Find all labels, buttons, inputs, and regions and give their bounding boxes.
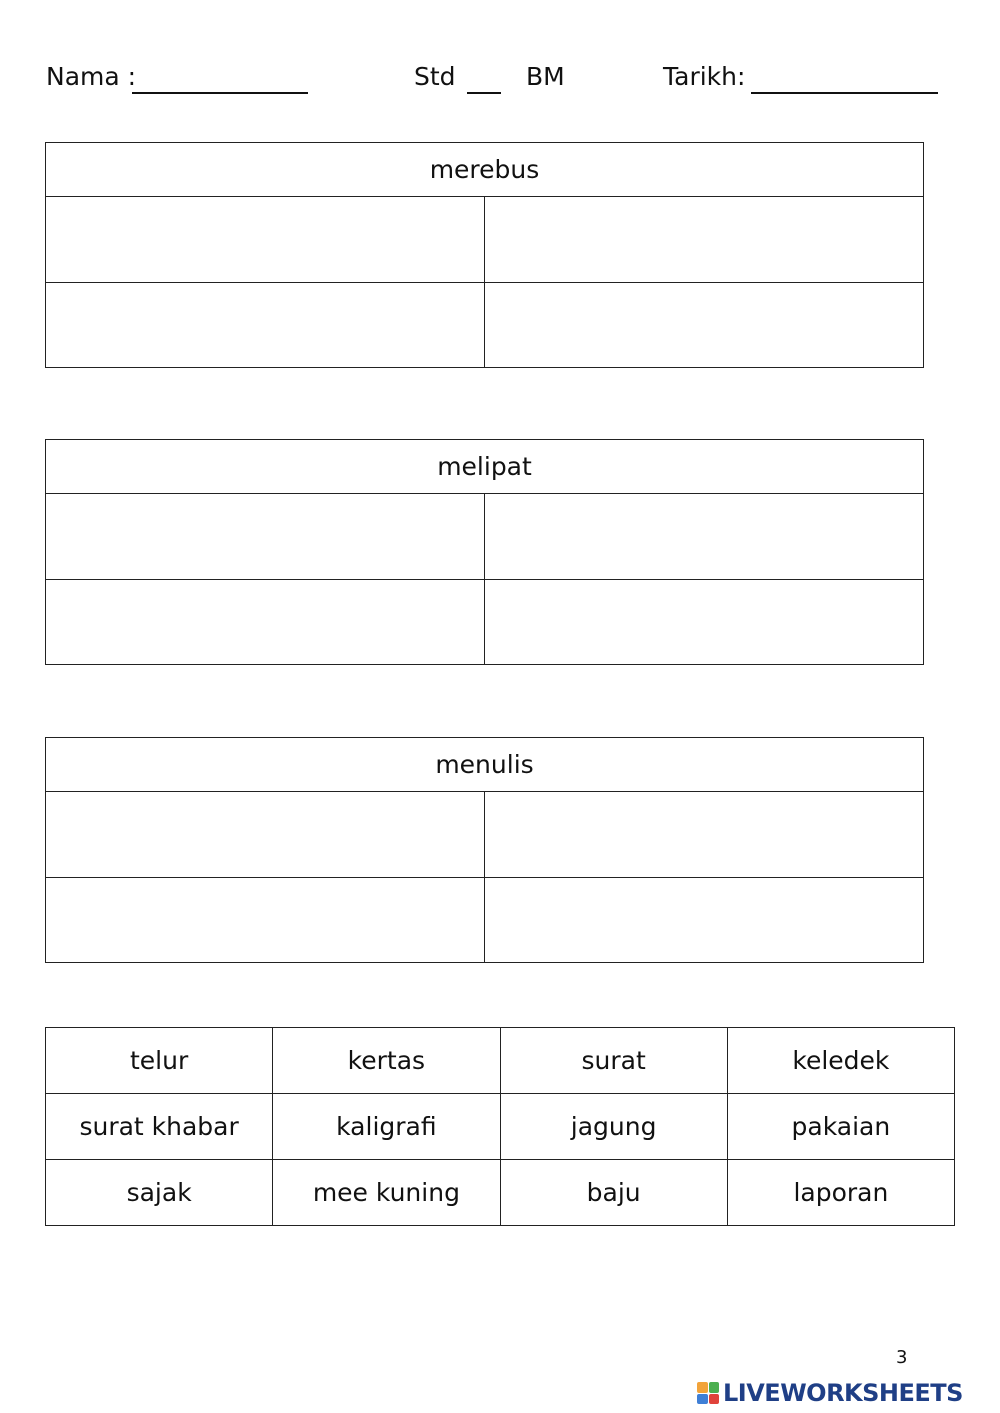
word-card[interactable]: kaligrafi: [273, 1094, 500, 1160]
logo-square: [697, 1382, 708, 1393]
word-card[interactable]: kertas: [273, 1028, 500, 1094]
answer-drop-zone[interactable]: [484, 197, 923, 282]
answer-drop-zone[interactable]: [484, 878, 923, 963]
word-card[interactable]: surat khabar: [46, 1094, 273, 1160]
word-bank-row: [46, 1094, 955, 1160]
date-label: Tarikh:: [663, 62, 746, 91]
answer-drop-zone[interactable]: [484, 283, 923, 368]
worksheet-header: [0, 60, 1000, 100]
word-bank-row: [46, 1028, 955, 1094]
answer-drop-zone[interactable]: [484, 792, 923, 877]
word-card[interactable]: mee kuning: [273, 1160, 500, 1226]
category-box-menulis: [45, 737, 924, 963]
liveworksheets-logo: [697, 1378, 963, 1408]
std-label: Std: [414, 62, 456, 91]
word-card[interactable]: surat: [500, 1028, 727, 1094]
subject-label: BM: [526, 62, 565, 91]
word-bank-row: [46, 1160, 955, 1226]
logo-square: [709, 1382, 720, 1393]
answer-drop-zone[interactable]: [46, 197, 484, 282]
word-card[interactable]: baju: [500, 1160, 727, 1226]
category-title: merebus: [46, 143, 923, 197]
word-card[interactable]: laporan: [727, 1160, 954, 1226]
category-title: menulis: [46, 738, 923, 792]
name-label: Nama :: [46, 62, 137, 91]
answer-drop-zone[interactable]: [46, 580, 484, 665]
page-number: 3: [896, 1347, 908, 1368]
answer-row: [46, 197, 923, 282]
answer-drop-zone[interactable]: [46, 878, 484, 963]
answer-row: [46, 579, 923, 665]
logo-square: [709, 1394, 720, 1405]
word-card[interactable]: sajak: [46, 1160, 273, 1226]
answer-row: [46, 282, 923, 368]
logo-square: [697, 1394, 708, 1405]
word-card[interactable]: pakaian: [727, 1094, 954, 1160]
answer-row: [46, 494, 923, 579]
word-card[interactable]: telur: [46, 1028, 273, 1094]
answer-row: [46, 877, 923, 963]
brand-name: LIVEWORKSHEETS: [723, 1379, 963, 1407]
category-title: melipat: [46, 440, 923, 494]
answer-drop-zone[interactable]: [484, 494, 923, 579]
answer-drop-zone[interactable]: [46, 494, 484, 579]
word-card[interactable]: jagung: [500, 1094, 727, 1160]
std-blank[interactable]: [467, 92, 501, 94]
category-box-merebus: [45, 142, 924, 368]
word-bank-table: [45, 1027, 955, 1226]
date-blank[interactable]: [751, 92, 938, 94]
answer-row: [46, 792, 923, 877]
brand-logo-icon: [697, 1382, 719, 1404]
word-card[interactable]: keledek: [727, 1028, 954, 1094]
answer-drop-zone[interactable]: [46, 792, 484, 877]
answer-drop-zone[interactable]: [46, 283, 484, 368]
category-box-melipat: [45, 439, 924, 665]
answer-drop-zone[interactable]: [484, 580, 923, 665]
name-blank[interactable]: [132, 92, 308, 94]
